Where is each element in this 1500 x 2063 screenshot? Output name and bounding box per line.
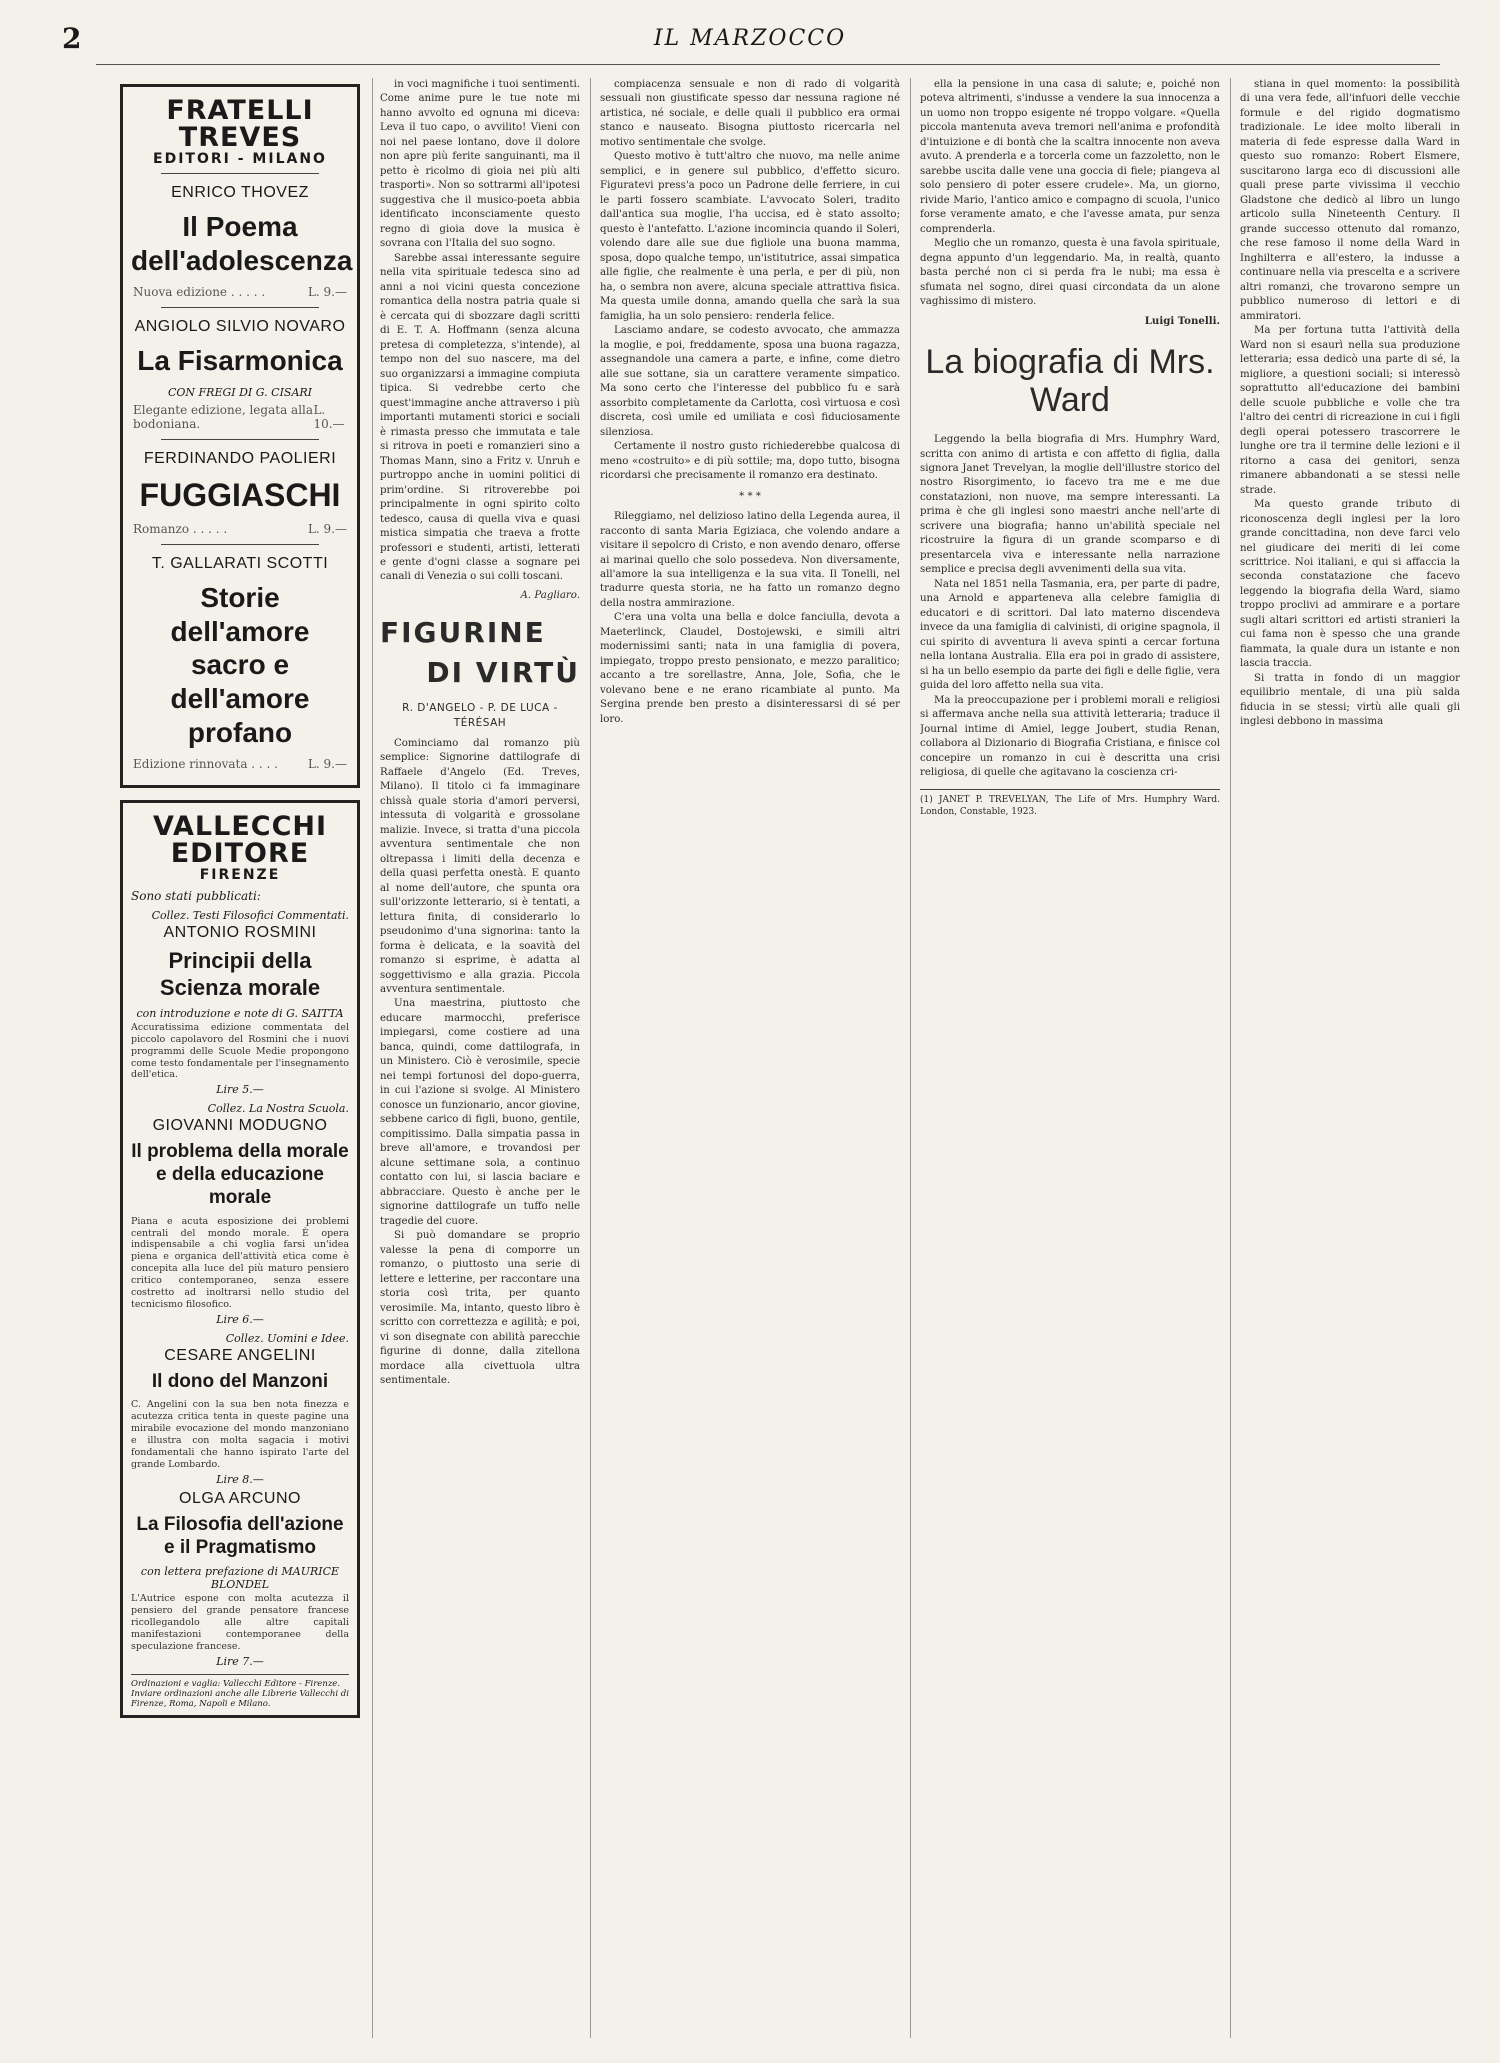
column-divider xyxy=(372,78,373,2038)
article-byline: R. D'ANGELO - P. DE LUCA - TÉRÉSAH xyxy=(402,701,558,729)
paragraph: Nata nel 1851 nella Tasmania, era, per parte di padre, una Arnold e apparteneva alla celebre famiglia di educatori e di scrittori. Dal lato materno discendeva invece da una famiglia di calvinisti, di origine spagnola, il cui spirito di avventura li aveva spinti a cercar fortuna nella lontana Australia. Ella era poi in grado di assistere, si ha un bello esempio da parte dei figli e delle figlie, vera guida del loro affetto nella sua vita. xyxy=(920,578,1220,692)
page-number: 2 xyxy=(62,22,82,55)
section-separator: * * * xyxy=(739,490,761,502)
paragraph: Meglio che un romanzo, questa è una favola spirituale, degna appunto d'un leggendario. Ma, in realtà, quanto basta perché non ci si perda fra le nubi; ma essa è sfumata nel sogno, direi quasi circondata da un alone vaghissimo di mistero. xyxy=(920,238,1220,308)
collection-name: Collez. Uomini e Idee. xyxy=(225,1331,349,1345)
ad-divider xyxy=(161,173,319,174)
treves-ad xyxy=(120,84,360,788)
paragraph: Una maestrina, piuttosto che educare marmocchi, preferisce impiegarsi, come costiere ad una banca, quindi, come dattilografa, in un Ministero. Ciò è verosimile, specie nei tempi fortunosi del dopo-guerra, in cui l'azione si svolge. Al Ministero conosce un funzionario, ancor giovine, sebbene carico di figli, buono, gentile, compitissimo. Dalla simpatia passa in breve all'amore, e trovandosi per alcune settimane sola, a continuo contatto con lui, si lascia baciare e abbracciare. Questo è anche per le signorine dattilografe un tuffo nelle tragedie del cuore. xyxy=(380,998,580,1227)
paragraph: ella la pensione in una casa di salute; e, poiché non poteva altrimenti, s'indusse a vendere la sua innocenza a un uomo non troppo esigente né troppo volgare. «Quella piccola mantenuta aveva tremori nell'anima e profondità d'intuizione e di bontà che la scaltra innocente non aveva avuto. A prenderla e a torcerla come un fazzoletto, non le sarebbe uscita dalle vene una goccia di fiele; piangeva al solo pensiero di poter essere crudele». Ma, un giorno, rivide Mario, l'antico amico e compagno di scuola, l'unico forse veramente amato, e che l'avesse amata, pur senza comprenderla. xyxy=(920,79,1220,235)
ad-divider xyxy=(161,544,319,545)
paragraph: Cominciamo dal romanzo più semplice: Signorine dattilografe di Raffaele d'Angelo (Ed. Treves, Milano). Il titolo ci fa immaginare chissà quale storia d'amori perversi, intessuta di volgarità e grossolane malizie. Invece, si tratta d'una piccola avventura sentimentale che non oltrepassa i limiti della decenza e della quasi perfetta onestà. E quanto al nome dell'autore, che spunta ora sull'orizzonte letterario, si è tentati, a lettura finita, di considerarlo lo pseudonimo d'una signorina: tanto la forma è delicata, e la soavità del romanzo si esprime, è adatta al soggettivismo e alla grazia. Piccola avventura sentimentale. xyxy=(380,737,580,995)
ad-intro: Sono stati pubblicati: xyxy=(131,889,261,904)
book-description: C. Angelini con la sua ben nota finezza e acutezza critica tenta in queste pagine una mirabile evocazione del mondo manzoniano e illustra con molta sagacia i motivi fondamentali che hanno ispirato l'arte del grande Lombardo. xyxy=(131,1399,349,1470)
text-column xyxy=(600,78,900,2028)
book-listing xyxy=(131,184,353,300)
publisher-name: VALLECCHI EDITORE xyxy=(152,811,328,870)
paragraph: compiacenza sensuale e non di rado di volgarità sessuali non giustificate spesso dar nessuna ragione né artistica, né sociale, e delle quali il pubblico era ormai stanco e nauseato. Bisogna piuttosto ricercarla nel motivo sentimentale che svolge. xyxy=(600,79,900,148)
book-price-row xyxy=(133,403,347,431)
book-price: Lire 7.— xyxy=(216,1654,264,1668)
book-listing xyxy=(131,555,349,771)
header-rule xyxy=(96,64,1440,65)
book-price: Lire 5.— xyxy=(216,1083,264,1097)
book-description: Accuratissima edizione commentata del piccolo capolavoro del Rosmini che i nuovi programmi delle Scuole Medie propongono come testo fondamentale per l'insegnamento dell'etica. xyxy=(131,1021,349,1081)
paragraph: Questo motivo è tutt'altro che nuovo, ma nelle anime semplici, e in genere sul pubblico, d'effetto sicuro. Figuratevi press'a poco un Padrone delle ferriere, in cui le parti fossero scambiate. L'avvocato Soleri, tradito dall'antica sua moglie, l'ha uccisa, ed è stato assolto; questo è l'antefatto. L'azione incomincia quando il Soleri, volendo dare alle sue due figliole una buona mamma, sposa, dopo qualche tempo, un'istitutrice, assai simpatica alle figlie, che realmente è una perla, e per di più, non ha, o sembra non avere, alcuna speciale attrattiva fisica. Ma questa umile donna, amando quella che sarà la sua famiglia, ha un solo pensiero: renderla felice. xyxy=(600,151,900,322)
book-author: CESARE ANGELINI xyxy=(164,1346,316,1364)
ad-divider xyxy=(161,307,319,308)
ad-divider xyxy=(161,439,319,440)
publisher-location: EDITORI - MILANO xyxy=(153,151,327,167)
book-price: L. 9.— xyxy=(307,285,347,300)
book-note: CON FREGI DI G. CISARI xyxy=(167,385,313,399)
book-title: Il Poema dell'adolescenza xyxy=(131,211,353,276)
article-title: DI VIRTÙ xyxy=(426,656,580,690)
advertisements-column xyxy=(120,84,360,1718)
book-edition: Romanzo . . . . . xyxy=(133,522,228,537)
book-author: OLGA ARCUNO xyxy=(179,1489,301,1507)
book-edition: Elegante edizione, legata alla bodoniana. xyxy=(133,402,314,431)
book-title: La Fisarmonica xyxy=(137,345,343,377)
book-description: Piana e acuta esposizione dei problemi centrali del mondo morale. È opera indispensabile a chi voglia farsi un'idea piena e organica dell'attività etica come è concepita alla luce del più maturo pensiero critico contemporaneo, senza essere costretto ad inoltrarsi nello studio del tecnicismo filosofico. xyxy=(131,1215,349,1310)
book-author: ENRICO THOVEZ xyxy=(171,184,309,201)
text-column xyxy=(920,78,1220,2028)
book-note: con introduzione e note di G. SAITTA xyxy=(136,1006,344,1020)
book-price: Lire 8.— xyxy=(216,1472,264,1486)
book-edition: Nuova edizione . . . . . xyxy=(133,285,266,300)
book-price: L. 10.— xyxy=(313,402,345,431)
publisher-name: FRATELLI TREVES xyxy=(166,95,314,153)
book-price: Lire 6.— xyxy=(216,1312,264,1326)
book-listing xyxy=(131,450,349,536)
book-listing xyxy=(131,318,349,431)
publisher-location: FIRENZE xyxy=(199,867,281,884)
book-title: FUGGIASCHI xyxy=(139,476,341,513)
paragraph: C'era una volta una bella e dolce fanciulla, devota a Maeterlinck, Claudel, Dostojewski, e simili altri modernissimi santi; nata in una famiglia di povera, impiegato, troppo presto pensionato, e mezzo paralitico; accanto a tre sorellastre, Anna, Jole, Sofia, che le volevano bene e ne erano ricambiate al punto. Ma Sergina prende ben presto a disinteressarsi di sé per loro. xyxy=(600,612,900,725)
masthead: IL MARZOCCO xyxy=(653,26,847,51)
footnote: (1) JANET P. TREVELYAN, The Life of Mrs. Humphry Ward. London, Constable, 1923. xyxy=(920,789,1220,820)
paragraph: Sarebbe assai interessante seguire nella vita spirituale tedesca sino ad anni a noi vicini questa concezione romantica della nostra patria quale si è cercata qui di sbozzare dagli scritti di E. T. A. Hoffmann (senza alcuna pretesa di completezza, s'intende), al tempo non del suo nascere, ma del suo organizzarsi a immagine compiuta tipica. Si vedrebbe certo che quest'immagine anche attraverso i più importanti mutamenti storici e sociali è rimasta presso che immutata e tale si ritrova in poeti e romanzieri sino a Thomas Mann, sino a Fritz v. Unruh e purtroppo anche in uomini politici di prim'ordine. Si ritroverebbe poi principalmente in ogni spirito colto tedesco, causa di quella viva e quasi mistica simpatia che traeva a frotte professori e studenti, artisti, letterati e gente d'ogni classe a sognare pei canali di Venezia o sui colli toscani. xyxy=(380,252,580,583)
vallecchi-ad xyxy=(120,800,360,1718)
article-title: FIGURINE xyxy=(380,616,546,650)
ad-footer: Ordinazioni e vaglia: Vallecchi Editore - Firenze. Inviare ordinazioni anche alle Librerie Vallecchi di Firenze, Roma, Napoli e Milano. xyxy=(131,1674,349,1710)
book-author: T. GALLARATI SCOTTI xyxy=(151,555,329,573)
paragraph: Si tratta in fondo di un maggior equilibrio mentale, di una più salda fiducia in se stessi; virtù alle quali gli inglesi debbono in massima xyxy=(1240,672,1460,728)
book-description: L'Autrice espone con molta acutezza il pensiero del grande pensatore francese ricollegandolo alle altre capitali manifestazioni contemporanee della speculazione francese. xyxy=(131,1593,349,1652)
column-divider xyxy=(910,78,911,2038)
book-price: L. 9.— xyxy=(307,757,347,772)
column-divider xyxy=(590,78,591,2038)
book-note: con lettera prefazione di MAURICE BLONDEL xyxy=(140,1565,340,1592)
collection-name: Collez. La Nostra Scuola. xyxy=(207,1102,349,1116)
book-author: ANTONIO ROSMINI xyxy=(163,924,317,942)
collection-name: Collez. Testi Filosofici Commentati. xyxy=(151,909,349,923)
paragraph: Ma questo grande tributo di riconoscenza degli inglesi per la loro grande concittadina, non deve farci velo nel giudicare dei meriti di lei come scrittrice. Noi italiani, e qui si affaccia la seconda constatazione che facevo leggendo la biografia della Ward, siamo troppo proclivi ad ammirare e a portare sugli altari scrittori ed artisti stranieri la cui fama non è spesso che una grande fiammata, la quale dura un istante e non lascia traccia. xyxy=(1240,499,1460,670)
article-title: La biografia di Mrs. Ward xyxy=(925,343,1215,419)
paragraph: stiana in quel momento: la possibilità di una vera fede, all'infuori delle vecchie formule e del rigido dogmatismo tradizionale. Le idee molto liberali in materia di fede espresse dalla Ward in questo suo romanzo: Robert Elsmere, suscitarono larga eco di discussioni alle quali prese parte vivissima il vecchio Gladstone che dedicò al libro un lungo articolo sulla Nineteenth Century. Il grande successo ottenuto dal romanzo, che rese famoso il nome della Ward in Inghilterra e all'estero, la indusse a continuare nella via prescelta e a scrivere altri romanzi, che trovarono sempre un pubblico numeroso di lettori e di ammiratori. xyxy=(1240,79,1460,322)
book-title: La Filosofia dell'azione e il Pragmatismo xyxy=(136,1513,344,1558)
author-signature: A. Pagliaro. xyxy=(520,589,580,601)
book-author: GIOVANNI MODUGNO xyxy=(152,1117,328,1135)
author-signature: Luigi Tonelli. xyxy=(1144,314,1220,327)
paragraph: Ma per fortuna tutta l'attività della Ward non si esaurì nella sua produzione letteraria; essa dedicò una parte di sé, la migliore, a questioni sociali; si interessò soprattutto all'educazione dei bambini delle scuole pubbliche e volle che tra l'altro dei centri di ricreazione in cui i figli degli operai potessero trascorrere le lunghe ore tra il termine delle lezioni e il ritorno a casa dei genitori, senza rimanere abbandonati a se stessi nelle strade. xyxy=(1240,325,1460,496)
book-price-row xyxy=(133,522,347,536)
paragraph: Leggendo la bella biografia di Mrs. Humphry Ward, scritta con animo di artista e con affetto di figlia, dalla signora Janet Trevelyan, la moglie dell'illustre storico del nostro Risorgimento, io facevo tra me e me due constatazioni, non nuove, ma sempre interessanti. La prima è che gli inglesi sono maestri anche nell'arte di scrivere una biografia; hanno un'abilità speciale nel ricostruire la figura di un grande scomparso e di presentarcela viva e interessante nella narrazione semplice e precisa degli avvenimenti della sua vita. xyxy=(920,434,1220,576)
paragraph: in voci magnifiche i tuoi sentimenti. Come anime pure le tue note mi hanno avvolto ed ognuna mi diceva: Leva il tuo capo, o avvilito! Vieni con noi nel paese lontano, dove il dolore non apre più ferite sanguinanti, ma il petto è ricolmo di gioia nei più alti trasporti». Non so sottrarmi all'ipotesi suggestiva che il musico-poeta abbia identificato inconsciamente questo regno di gioia dove la musica è sovrana con l'Italia del suo sogno. xyxy=(380,79,580,250)
paragraph: Certamente il nostro gusto richiederebbe qualcosa di meno «costruito» e di più sottile; ma, dopo tutto, bisogna ricordarsi che precisamente il romanzo era destinato. xyxy=(600,441,900,482)
book-title: Il dono del Manzoni xyxy=(151,1370,329,1392)
paragraph: Rileggiamo, nel delizioso latino della Legenda aurea, il racconto di santa Maria Egiziaca, che volendo andare a visitare il sepolcro di Cristo, e non avendo denaro, offerse ai marinai quello che solo possedeva. Non diversamente, all'amore la sua intelligenza e la sua vita. Il Tonelli, nel tradurre questa storia, ne ha fatto un romanzo degno della nostra ammirazione. xyxy=(600,511,900,609)
book-edition: Edizione rinnovata . . . . xyxy=(133,757,278,772)
book-title: Il problema della morale e della educazione morale xyxy=(131,1141,349,1208)
paragraph: Ma la preoccupazione per i problemi morali e religiosi si affermava anche nella sua attività letteraria; traduce il Journal intime di Amiel, legge Joubert, studia Renan, collabora al Dizionario di Biografia Cristiana, e finisce col concepire un romanzo in cui è descritta una crisi religiosa, di quelle che agitavano la coscienza cri- xyxy=(920,694,1220,779)
book-author: FERDINANDO PAOLIERI xyxy=(143,449,337,467)
book-price: L. 9.— xyxy=(307,522,347,537)
book-title: Storie dell'amore sacro e dell'amore profano xyxy=(170,582,310,748)
text-column xyxy=(380,78,580,2028)
column-divider xyxy=(1230,78,1231,2038)
text-column xyxy=(1240,78,1460,2028)
book-author: ANGIOLO SILVIO NOVARO xyxy=(134,318,346,336)
book-price-row xyxy=(133,757,347,771)
paragraph: Si può domandare se proprio valesse la pena di comporre un romanzo, o piuttosto una serie di lettere e letterine, per raccontare una storia così trita, per quanto verosimile. Ma, intanto, questo libro è scritto con correttezza e agilità; e poi, vi son disegnate con abilità parecchie figurine di donne, dalla zitellona mordace alla civettuola ultra sentimentale. xyxy=(380,1230,580,1387)
book-title: Principii della Scienza morale xyxy=(159,948,321,1000)
book-price-row xyxy=(133,285,347,299)
paragraph: Lasciamo andare, se codesto avvocato, che ammazza la moglie, e poi, freddamente, sposa una buona ragazza, assegnandole una camera a parte, e infine, come dietro alle sue sottane, sia un carattere veramente simpatico. Ma sono certo che l'interesse del pubblico fu e sarà assorbito completamente da Carlotta, così virtuosa e così discreta, così umile ed umiliata e così fiduciosamente silenziosa. xyxy=(600,325,900,438)
